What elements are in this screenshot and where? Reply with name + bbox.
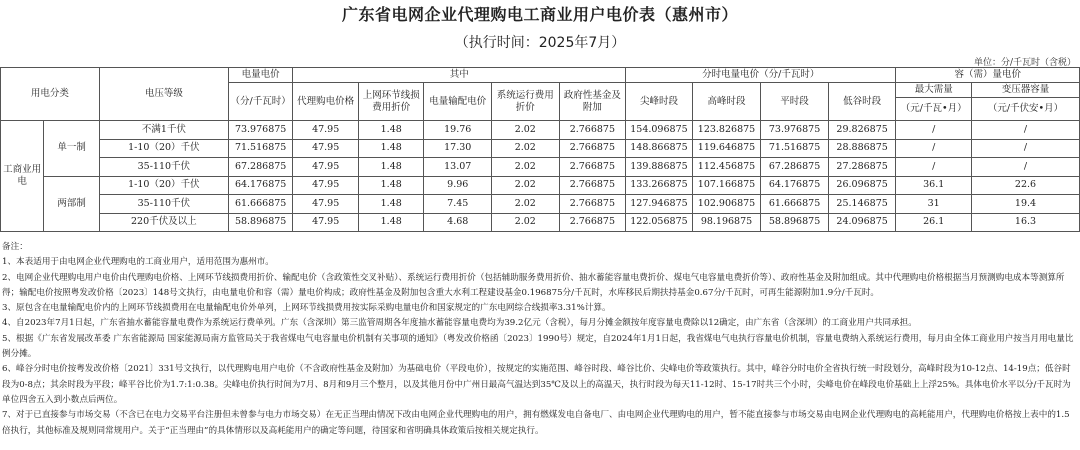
peak-sharp-cell: 139.886875 (626, 158, 693, 177)
transformer-cell: 19.4 (972, 195, 1080, 214)
header-grid-loss: 上网环节线损费用折价 (358, 83, 424, 121)
system-op-cell: 2.02 (492, 176, 560, 195)
transformer-cell: / (972, 158, 1080, 177)
peak-high-cell: 102.906875 (692, 195, 761, 214)
system-op-cell: 2.02 (492, 213, 560, 232)
system-op-cell: 2.02 (492, 158, 560, 177)
voltage-cell: 1-10（20）千伏 (99, 139, 228, 158)
peak-high-cell: 107.166875 (692, 176, 761, 195)
transmission-cell: 13.07 (424, 158, 492, 177)
transmission-cell: 9.96 (424, 176, 492, 195)
grid-loss-cell: 1.48 (358, 158, 424, 177)
max-demand-cell: 26.1 (896, 213, 972, 232)
header-transmission: 电量输配电价 (424, 83, 492, 121)
gov-fund-cell: 2.766875 (559, 139, 626, 158)
system-op-cell: 2.02 (492, 195, 560, 214)
note-item-1: 1、本表适用于由电网企业代理购电的工商业用户，适用范围为惠州市。 (2, 257, 274, 268)
header-energy-price-unit: （分/千瓦时） (228, 83, 293, 121)
header-capacity-group: 容（需）量电价 (896, 68, 1080, 83)
peak-high-cell: 98.196875 (692, 213, 761, 232)
gov-fund-cell: 2.766875 (559, 158, 626, 177)
system-op-cell: 2.02 (492, 139, 560, 158)
agent-price-cell: 47.95 (293, 195, 359, 214)
energy-price-cell: 64.176875 (228, 176, 293, 195)
header-category: 用电分类 (1, 68, 100, 121)
energy-price-cell: 73.976875 (228, 121, 293, 140)
flat-cell: 73.976875 (761, 121, 829, 140)
header-transformer-unit: （元/千伏安•月） (972, 98, 1080, 121)
table-row (1, 213, 1080, 232)
voltage-cell: 35-110千伏 (99, 158, 228, 177)
group-name-cell: 两部制 (44, 176, 99, 232)
grid-loss-cell: 1.48 (358, 195, 424, 214)
gov-fund-cell: 2.766875 (559, 121, 626, 140)
grid-loss-cell: 1.48 (358, 176, 424, 195)
notes-heading: 备注： (2, 242, 28, 252)
agent-price-cell: 47.95 (293, 121, 359, 140)
header-of-which: 其中 (293, 68, 626, 83)
table-row (1, 176, 1080, 195)
transmission-cell: 7.45 (424, 195, 492, 214)
header-voltage: 电压等级 (99, 68, 228, 121)
transmission-cell: 4.68 (424, 213, 492, 232)
group-name-cell: 单一制 (44, 121, 99, 177)
max-demand-cell: / (896, 139, 972, 158)
peak-sharp-cell: 122.056875 (626, 213, 693, 232)
transformer-cell: 22.6 (972, 176, 1080, 195)
valley-cell: 27.286875 (828, 158, 896, 177)
transformer-cell: 16.3 (972, 213, 1080, 232)
agent-price-cell: 47.95 (293, 176, 359, 195)
agent-price-cell: 47.95 (293, 158, 359, 177)
header-agent-purchase: 代理购电价格 (293, 83, 359, 121)
energy-price-cell: 67.286875 (228, 158, 293, 177)
max-demand-cell: / (896, 158, 972, 177)
voltage-cell: 1-10（20）千伏 (99, 176, 228, 195)
energy-price-cell: 61.666875 (228, 195, 293, 214)
valley-cell: 24.096875 (828, 213, 896, 232)
peak-sharp-cell: 127.946875 (626, 195, 693, 214)
header-energy-price: 电量电价 (228, 68, 293, 83)
gov-fund-cell: 2.766875 (559, 213, 626, 232)
header-peak-sharp: 尖峰时段 (626, 83, 693, 121)
peak-high-cell: 112.456875 (692, 158, 761, 177)
max-demand-cell: 36.1 (896, 176, 972, 195)
max-demand-cell: 31 (896, 195, 972, 214)
table-row (1, 158, 1080, 177)
transmission-cell: 19.76 (424, 121, 492, 140)
flat-cell: 58.896875 (761, 213, 829, 232)
flat-cell: 67.286875 (761, 158, 829, 177)
valley-cell: 28.886875 (828, 139, 896, 158)
note-item-6: 6、峰谷分时电价按粤发改价格〔2021〕331号文执行，以代理购电用户电价（不含政府性基金及附加）为基础电价（平段电价），按规定的实施范围、峰谷时段、峰谷比价、尖峰电价等政策执行。其中，峰谷分时电价全省执行统一时段划分，高峰时段为10-12点、14-19点；低谷时段为0-8点；其余时段为平段；峰平谷比价为1.7:1:0.38。尖峰电价执行时间为7月、8月和9月三个整月，以及其他月份中广州日最高气温达到35℃及以上的高温天，执行时段为每天11-12时、15-17时共三个小时，尖峰电价在峰段电价基础上上浮25%。具体电价水平以分/千瓦时为单位四舍五入到小数点后两位。 (2, 364, 1071, 405)
note-item-7: 7、对于已直接参与市场交易（不含已在电力交易平台注册但未曾参与电力市场交易）在无正当理由情况下改由电网企业代理购电的用户，拥有燃煤发电自备电厂、由电网企业代理购电的用户，暂不能直接参与市场交易由电网企业代理购电的高耗能用户，代理购电价格按上表中的1.5倍执行，其他标准及规则同常规用户。关于“正当理由”的具体情形以及高耗能用户的确定等问题，待国家和省明确具体政策后按相关规定执行。 (2, 410, 1070, 436)
note-item-3: 3、原包含在电量输配电价内的上网环节线损费用在电量输配电价外单列，上网环节线损费用按实际采购电量电价和国家规定的广东电网综合线损率3.31%计算。 (2, 303, 611, 314)
note-item-5: 5、根据《广东省发展改革委 广东省能源局 国家能源局南方监管局关于我省煤电气电容量电价机制有关事项的通知》（粤发改价格函〔2023〕1990号）规定，自2024年1月1日起，我省煤电气电执行容量电价机制，容量电费纳入系统运行费用，每月由全体工商业用户按当月用电量比例分摊。 (2, 333, 1074, 360)
transformer-cell: / (972, 121, 1080, 140)
peak-sharp-cell: 133.266875 (626, 176, 693, 195)
peak-high-cell: 119.646875 (692, 139, 761, 158)
transmission-cell: 17.30 (424, 139, 492, 158)
note-item-4: 4、自2023年7月1日起，广东省抽水蓄能容量电费作为系统运行费单列。广东（含深圳）第三监管周期各年度抽水蓄能容量电费均为39.2亿元（含税），每月分摊金额按年度容量电费除以12确定，由广东省（含深圳）的工商业用户共同承担。 (2, 318, 917, 329)
table-row (1, 139, 1080, 158)
energy-price-cell: 58.896875 (228, 213, 293, 232)
voltage-cell: 220千伏及以上 (99, 213, 228, 232)
header-max-demand: 最大需量 (896, 83, 972, 98)
valley-cell: 29.826875 (828, 121, 896, 140)
grid-loss-cell: 1.48 (358, 121, 424, 140)
notes-section (2, 240, 1078, 439)
voltage-cell: 不满1千伏 (99, 121, 228, 140)
table-row (1, 121, 1080, 140)
flat-cell: 71.516875 (761, 139, 829, 158)
table-row (1, 195, 1080, 214)
valley-cell: 25.146875 (828, 195, 896, 214)
voltage-cell: 35-110千伏 (99, 195, 228, 214)
energy-price-cell: 71.516875 (228, 139, 293, 158)
grid-loss-cell: 1.48 (358, 213, 424, 232)
header-tou-group: 分时电量电价（分/千瓦时） (626, 68, 896, 83)
system-op-cell: 2.02 (492, 121, 560, 140)
peak-sharp-cell: 154.096875 (626, 121, 693, 140)
header-gov-fund: 政府性基金及附加 (559, 83, 626, 121)
grid-loss-cell: 1.48 (358, 139, 424, 158)
gov-fund-cell: 2.766875 (559, 176, 626, 195)
header-transformer: 变压器容量 (972, 83, 1080, 98)
peak-sharp-cell: 148.866875 (626, 139, 693, 158)
flat-cell: 64.176875 (761, 176, 829, 195)
peak-high-cell: 123.826875 (692, 121, 761, 140)
header-max-demand-unit: （元/千瓦•月） (896, 98, 972, 121)
agent-price-cell: 47.95 (293, 213, 359, 232)
max-demand-cell: / (896, 121, 972, 140)
execution-period: （执行时间：2025年7月） (454, 35, 626, 51)
price-table (0, 67, 1080, 232)
header-flat: 平时段 (761, 83, 829, 121)
unit-label: 单位：分/千瓦时（含税） (973, 58, 1076, 68)
page-title: 广东省电网企业代理购电工商业用户电价表（惠州市） (341, 5, 738, 24)
note-item-2: 2、电网企业代理购电用户电价由代理购电价格、上网环节线损费用折价、输配电价（含政策性交叉补贴）、系统运行费用折价（包括辅助服务费用折价、抽水蓄能容量电费折价、煤电气电容量电费折价等）、政府性基金及附加组成。其中代理购电价格根据当月预测购电成本等测算所得；输配电价按照粤发改价格〔2023〕148号文执行，由电量电价和容（需）量电价构成；政府性基金及附加包含重大水利工程建设基金0.196875分/千瓦时，水库移民后期扶持基金0.67分/千瓦时，可再生能源附加1.9分/千瓦时。 (2, 272, 1065, 298)
header-peak-high: 高峰时段 (692, 83, 761, 121)
transformer-cell: / (972, 139, 1080, 158)
valley-cell: 26.096875 (828, 176, 896, 195)
flat-cell: 61.666875 (761, 195, 829, 214)
gov-fund-cell: 2.766875 (559, 195, 626, 214)
category-cell: 工商业用电 (1, 121, 44, 232)
header-system-op: 系统运行费用折价 (492, 83, 560, 121)
header-valley: 低谷时段 (828, 83, 896, 121)
agent-price-cell: 47.95 (293, 139, 359, 158)
